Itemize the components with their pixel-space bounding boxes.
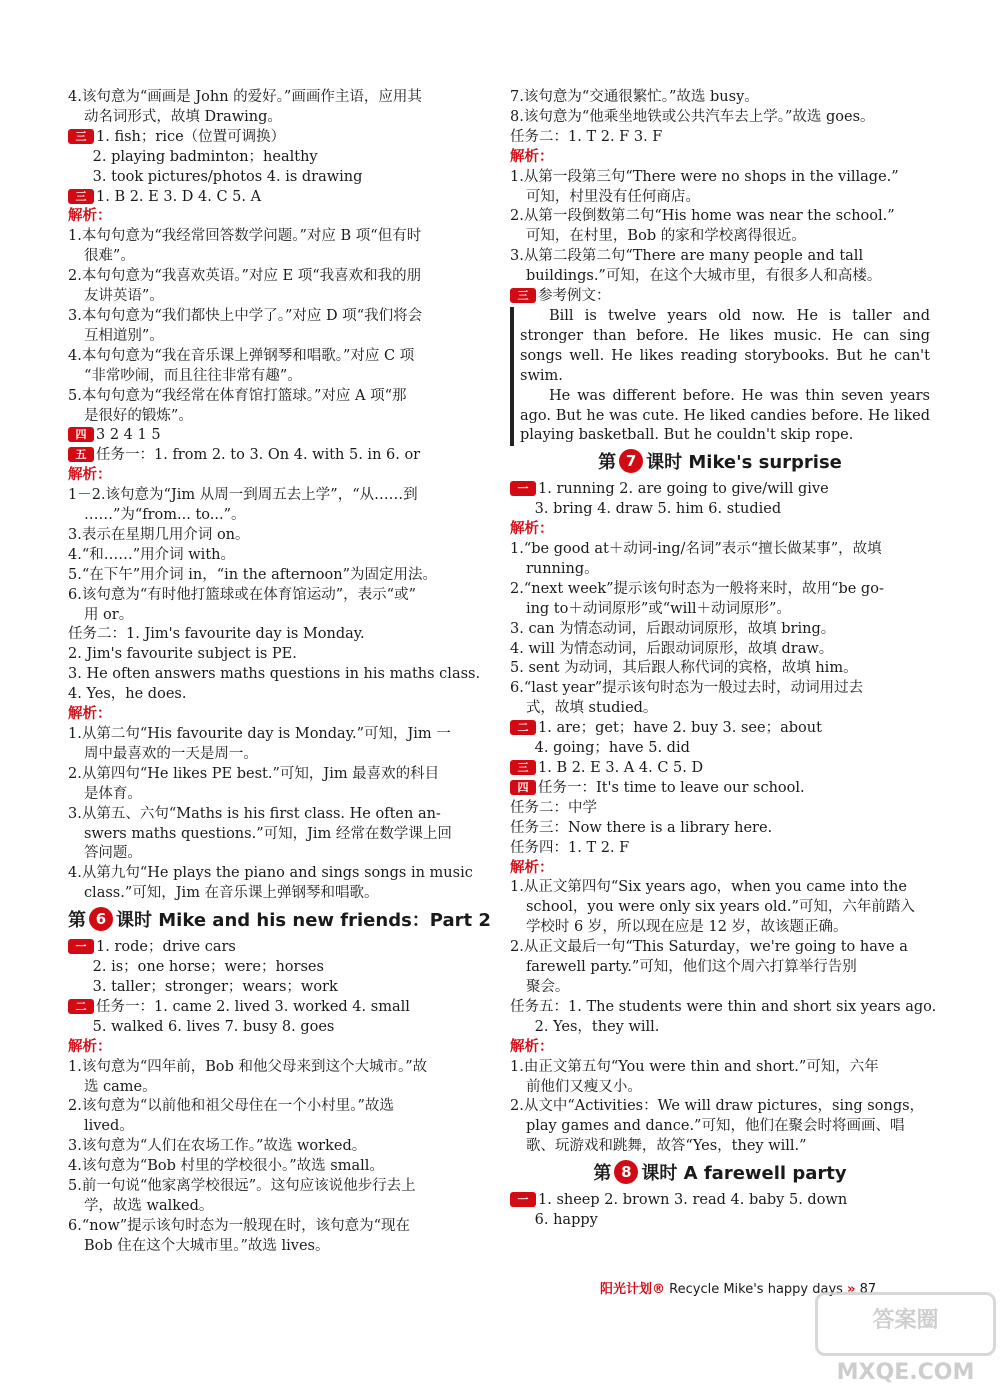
- right-section-top: [510, 88, 930, 307]
- line-text: 6.“now”提示该句时态为一般现在时，该句意为“现在: [68, 1217, 411, 1234]
- line-text: 1. B 2. E 3. A 4. C 5. D: [538, 760, 704, 776]
- line-text: 可知，在村里，Bob 的家和学校离得很近。: [525, 228, 806, 245]
- line-text: 聚会。: [525, 978, 570, 995]
- section-marker: 一: [510, 481, 536, 496]
- line-text: 1.从正文第四句“Six years ago，when you came into the: [510, 879, 907, 896]
- line-text: 学校时 6 岁，所以现在应是 12 岁，故该题正确。: [525, 919, 848, 936]
- answer-line: [68, 1117, 488, 1137]
- answer-line: [68, 1197, 488, 1217]
- answer-line: [68, 825, 488, 845]
- answer-line: [510, 839, 930, 859]
- answer-line: [68, 566, 488, 586]
- line-text: 解析：: [68, 706, 112, 723]
- line-text: 1－2.该句意为“Jim 从周一到周五去上学”，“从……到: [68, 487, 418, 504]
- line-text: 2. playing badminton；healthy: [92, 148, 318, 165]
- answer-line: [68, 785, 488, 805]
- line-text: 4.该句意为“画画是 John 的爱好。”画画作主语，应用其: [68, 89, 422, 105]
- answer-line: [510, 88, 930, 108]
- line-text: swers maths questions.”可知，Jim 经常在数学课上回: [83, 825, 452, 842]
- line-text: 参考例文：: [538, 288, 611, 305]
- answer-line: [510, 1078, 930, 1098]
- answer-line: [68, 367, 488, 387]
- answer-line: [510, 1211, 930, 1231]
- line-text: 5.前一句说“他家离学校很远”。这句应该说他步行去上: [68, 1178, 416, 1195]
- line-text: 解析：: [510, 859, 554, 876]
- answer-line: [68, 267, 488, 287]
- answer-line: [68, 606, 488, 626]
- analysis-label: [68, 705, 488, 725]
- answer-line: [68, 506, 488, 526]
- line-text: 学，故选 walked。: [83, 1197, 214, 1214]
- answer-line: [510, 540, 930, 560]
- answer-line: [68, 247, 488, 267]
- line-text: 1. running 2. are going to give/will give: [538, 481, 829, 498]
- line-text: 4.本句句意为“我在音乐课上弹钢琴和唱歌。”对应 C 项: [68, 347, 415, 364]
- answer-line: [510, 168, 930, 188]
- answer-line: [510, 1018, 930, 1038]
- line-text: 1.从第一段第三句“There were no shops in the village.”: [510, 168, 899, 185]
- line-text: 任务一：It's time to leave our school.: [538, 779, 805, 796]
- right-section-bottom: [510, 446, 937, 1231]
- line-text: 4. going；have 5. did: [534, 740, 690, 757]
- line-text: 3. bring 4. draw 5. him 6. studied: [534, 501, 782, 518]
- section-marker: 五: [68, 447, 94, 462]
- answer-line: [510, 247, 930, 267]
- analysis-label: [510, 520, 930, 540]
- analysis-label: [510, 1038, 930, 1058]
- answer-line: [510, 918, 930, 938]
- line-text: 任务四：1. T 2. F: [510, 839, 630, 856]
- line-text: 1.从第二句“His favourite day is Monday.”可知，Jim 一: [68, 726, 451, 742]
- analysis-label: [68, 207, 488, 227]
- answer-line: [68, 978, 488, 998]
- line-text: running。: [525, 560, 599, 577]
- right-column: [510, 88, 937, 1231]
- answer-line: [510, 958, 930, 978]
- section-marker: 一: [68, 939, 94, 954]
- answer-line: [68, 864, 488, 884]
- lesson-heading: [510, 446, 930, 480]
- answer-line: [68, 168, 488, 188]
- answer-line: [68, 1137, 488, 1157]
- line-text: 任务一：1. from 2. to 3. On 4. with 5. in 6. or: [96, 447, 421, 464]
- lesson-number-badge: 6: [89, 907, 113, 931]
- line-text: 任务二：1. Jim's favourite day is Monday.: [68, 626, 365, 643]
- answer-line: [510, 227, 930, 247]
- line-text: 可知，村里没有任何商店。: [525, 188, 700, 205]
- answer-line: [68, 1237, 488, 1257]
- line-text: 2.从文中“Activities：We will draw pictures，sing songs，: [510, 1098, 925, 1115]
- line-text: ing to＋动词原形”或“will＋动词原形”。: [525, 600, 791, 617]
- answer-line: [68, 1078, 488, 1098]
- line-text: 任务二：中学: [510, 799, 597, 816]
- lesson-heading: [68, 904, 491, 938]
- answer-line: [68, 108, 488, 128]
- answer-line: [68, 745, 488, 765]
- line-text: 3. He often answers maths questions in his maths class.: [68, 666, 481, 683]
- footer-arrow-icon: »: [847, 1282, 856, 1297]
- line-text: 4. Yes，he does.: [68, 686, 187, 703]
- answer-line: [68, 938, 488, 958]
- essay-paragraph: He was different before. He was thin seven years ago. But he was cute. He liked candies before. He liked playing basketball. But he couldn't skip rope.: [520, 387, 930, 444]
- answer-line: [68, 387, 488, 407]
- left-column: [68, 88, 491, 1257]
- lesson-heading: [510, 1157, 930, 1191]
- answer-line: [510, 287, 930, 307]
- answer-line: [68, 1157, 488, 1177]
- line-text: 任务一：1. came 2. lived 3. worked 4. small: [96, 998, 410, 1015]
- answer-line: [68, 486, 488, 506]
- line-text: 任务二：1. T 2. F 3. F: [510, 128, 663, 145]
- line-text: 是体育。: [83, 785, 142, 802]
- answer-line: [510, 640, 930, 660]
- answer-line: [510, 878, 930, 898]
- line-text: 3.本句句意为“我们都快上中学了。”对应 D 项“我们将会: [68, 307, 423, 324]
- line-text: 任务五：1. The students were thin and short six years ago.: [510, 998, 937, 1015]
- answer-line: [510, 1191, 930, 1211]
- lesson-prefix: 第: [598, 452, 617, 474]
- answer-line: [68, 586, 488, 606]
- line-text: 歌、玩游戏和跳舞，故答“Yes，they will.”: [525, 1138, 807, 1155]
- line-text: 6.该句意为“有时他打篮球或在体育馆运动”，表示“或”: [68, 586, 416, 603]
- answer-line: [68, 148, 488, 168]
- line-text: 4. will 为情态动词，后跟动词原形，故填 draw。: [510, 640, 834, 657]
- line-text: 解析：: [510, 148, 554, 165]
- lesson-title: 课时 Mike's surprise: [646, 452, 842, 474]
- answer-line: [510, 128, 930, 148]
- answer-line: [510, 620, 930, 640]
- lesson-title: 课时 A farewell party: [641, 1163, 847, 1185]
- line-text: 解析：: [510, 521, 554, 538]
- section-marker: 四: [68, 427, 94, 442]
- line-text: 是很好的锻炼”。: [83, 407, 193, 424]
- line-text: 2.“next week”提示该句时态为一般将来时，故用“be go-: [510, 580, 884, 597]
- answer-line: [510, 600, 930, 620]
- line-text: 4.“和……”用介词 with。: [68, 546, 235, 563]
- line-text: 1. sheep 2. brown 3. read 4. baby 5. down: [538, 1192, 848, 1209]
- line-text: 7.该句意为“交通很繁忙。”故选 busy。: [510, 89, 759, 105]
- section-marker: 二: [68, 999, 94, 1014]
- answer-line: [68, 805, 488, 825]
- section-marker: 一: [510, 1192, 536, 1207]
- answer-line: [510, 1137, 930, 1157]
- answer-line: [510, 719, 930, 739]
- line-text: 5. walked 6. lives 7. busy 8. goes: [92, 1018, 335, 1035]
- line-text: 解析：: [510, 1038, 554, 1055]
- line-text: 解析：: [68, 208, 112, 225]
- line-text: ……”为“from... to...”。: [83, 507, 246, 524]
- line-text: 1.该句意为“四年前，Bob 和他父母来到这个大城市。”故: [68, 1058, 428, 1075]
- line-text: 2.该句意为“以前他和祖父母住在一个小村里。”故选: [68, 1098, 394, 1115]
- answer-line: [68, 1058, 488, 1078]
- answer-line: [68, 1177, 488, 1197]
- answer-line: [68, 446, 488, 466]
- line-text: 2. Jim's favourite subject is PE.: [68, 646, 297, 663]
- line-text: 2.本句句意为“我喜欢英语。”对应 E 项“我喜欢和我的朋: [68, 268, 422, 285]
- lesson-number-badge: 8: [614, 1160, 638, 1184]
- answer-line: [68, 287, 488, 307]
- answer-line: [510, 898, 930, 918]
- line-text: 3.从第二段第二句“There are many people and tall: [510, 248, 864, 265]
- line-text: 选 came。: [83, 1078, 157, 1095]
- line-text: 解析：: [68, 1038, 112, 1055]
- line-text: 5.“在下午”用介词 in，“in the afternoon”为固定用法。: [68, 566, 437, 583]
- answer-line: [510, 207, 930, 227]
- line-text: 1.由正文第五句“You were thin and short.”可知，六年: [510, 1058, 879, 1075]
- footer-title: Mike's happy days: [723, 1282, 843, 1297]
- answer-line: [510, 1058, 930, 1078]
- reference-essay: [510, 307, 930, 446]
- answer-line: [68, 227, 488, 247]
- line-text: 2.从正文最后一句“This Saturday，we're going to have a: [510, 939, 908, 956]
- answer-line: [68, 188, 488, 208]
- answer-line: [510, 580, 930, 600]
- answer-line: [68, 546, 488, 566]
- line-text: 6.“last year”提示该句时态为一般过去时，动词用过去: [510, 680, 864, 697]
- line-text: lived。: [83, 1118, 134, 1135]
- line-text: 5. sent 为动词，其后跟人称代词的宾格，故填 him。: [510, 660, 858, 677]
- line-text: 2. Yes，they will.: [534, 1018, 660, 1035]
- line-text: 1. B 2. E 3. D 4. C 5. A: [96, 188, 262, 205]
- line-text: 用 or。: [83, 606, 134, 623]
- answer-line: [510, 759, 930, 779]
- answer-line: [68, 1217, 488, 1237]
- answer-line: [510, 267, 930, 287]
- line-text: 5.本句句意为“我经常在体育馆打篮球。”对应 A 项“那: [68, 387, 407, 404]
- line-text: Bob 住在这个大城市里。”故选 lives。: [83, 1237, 330, 1254]
- answer-line: [68, 645, 488, 665]
- lesson-prefix: 第: [593, 1163, 612, 1185]
- essay-paragraph: Bill is twelve years old now. He is taller and stronger than before. He likes music. He can sing songs well. He likes reading storybooks. But he can't swim.: [520, 307, 930, 384]
- answer-line: [68, 625, 488, 645]
- answer-line: [510, 500, 930, 520]
- answer-line: [510, 699, 930, 719]
- line-text: 3. took pictures/photos 4. is drawing: [92, 168, 363, 185]
- line-text: 1.“be good at＋动词-ing/名词”表示“擅长做某事”，故填: [510, 541, 882, 558]
- line-text: 3.该句意为“人们在农场工作。”故选 worked。: [68, 1138, 367, 1155]
- line-text: class.”可知，Jim 在音乐课上弹钢琴和唱歌。: [83, 885, 379, 902]
- answer-line: [510, 1117, 930, 1137]
- answer-line: [68, 307, 488, 327]
- line-text: “非常吵闹，而且往往非常有趣”。: [83, 367, 302, 384]
- line-text: 6. happy: [534, 1212, 598, 1229]
- line-text: 4.从第九句“He plays the piano and sings songs in music: [68, 865, 473, 882]
- lesson-number-badge: 7: [619, 449, 643, 473]
- answer-line: [68, 1018, 488, 1038]
- line-text: 2.从第四句“He likes PE best.”可知，Jim 最喜欢的科目: [68, 765, 440, 782]
- answer-line: [510, 108, 930, 128]
- line-text: 3 2 4 1 5: [96, 427, 161, 444]
- answer-line: [68, 88, 488, 108]
- answer-line: [510, 819, 930, 839]
- line-text: 3.从第五、六句“Maths is his first class. He often an-: [68, 805, 441, 822]
- line-text: farewell party.”可知，他们这个周六打算举行告别: [525, 959, 857, 976]
- answer-line: [68, 128, 488, 148]
- line-text: 答问题。: [83, 845, 142, 862]
- answer-line: [68, 665, 488, 685]
- line-text: 互相道别”。: [83, 327, 164, 344]
- section-marker: 三: [510, 288, 536, 303]
- answer-line: [510, 978, 930, 998]
- answer-line: [68, 844, 488, 864]
- section-marker: 三: [510, 760, 536, 775]
- line-text: school，you were only six years old.”可知，六年前踏入: [525, 899, 915, 916]
- section-marker: 二: [510, 720, 536, 735]
- analysis-label: [510, 859, 930, 879]
- answer-line: [510, 998, 937, 1018]
- analysis-label: [510, 148, 930, 168]
- line-text: 1.本句句意为“我经常回答数学问题。”对应 B 项“但有时: [68, 228, 422, 245]
- line-text: 友讲英语”。: [83, 288, 164, 305]
- answer-line: [68, 725, 488, 745]
- answer-line: [68, 347, 488, 367]
- line-text: 3. taller；stronger；wears；work: [92, 978, 338, 995]
- line-text: 1. are；get；have 2. buy 3. see；about: [538, 720, 822, 737]
- answer-line: [510, 799, 930, 819]
- page-number: 87: [859, 1282, 877, 1297]
- line-text: play games and dance.”可知，他们在聚会时将画画、唱: [525, 1118, 905, 1135]
- footer-series: Recycle: [669, 1282, 720, 1297]
- answer-line: [510, 779, 930, 799]
- line-text: 2.从第一段倒数第二句“His home was near the school.”: [510, 208, 895, 225]
- answer-line: [68, 526, 488, 546]
- line-text: 3. can 为情态动词，后跟动词原形，故填 bring。: [510, 620, 836, 637]
- answer-line: [68, 884, 488, 904]
- line-text: 动名词形式，故填 Drawing。: [83, 108, 282, 125]
- analysis-label: [68, 466, 488, 486]
- line-text: 任务三：Now there is a library here.: [510, 819, 773, 836]
- section-marker: 三: [68, 189, 94, 204]
- answer-line: [68, 685, 488, 705]
- watermark-logo: 答案圈 MXQE.COM: [815, 1292, 996, 1356]
- line-text: 式，故填 studied。: [525, 700, 658, 717]
- line-text: 周中最喜欢的一天是周一。: [83, 745, 258, 762]
- answer-line: [68, 765, 488, 785]
- analysis-label: [68, 1038, 488, 1058]
- section-marker: 四: [510, 780, 536, 795]
- answer-line: [510, 560, 930, 580]
- answer-line: [68, 407, 488, 427]
- answer-line: [510, 739, 930, 759]
- answer-line: [68, 426, 488, 446]
- line-text: 8.该句意为“他乘坐地铁或公共汽车去上学。”故选 goes。: [510, 108, 875, 125]
- line-text: 很难”。: [83, 248, 135, 265]
- line-text: 3.表示在星期几用介词 on。: [68, 526, 250, 543]
- line-text: 1. fish；rice（位置可调换）: [96, 128, 286, 145]
- answer-line: [68, 327, 488, 347]
- line-text: 2. is；one horse；were；horses: [92, 959, 324, 976]
- line-text: 4.该句意为“Bob 村里的学校很小。”故选 small。: [68, 1158, 384, 1175]
- section-marker: 三: [68, 129, 94, 144]
- answer-line: [510, 188, 930, 208]
- line-text: buildings.”可知，在这个大城市里，有很多人和高楼。: [525, 268, 882, 285]
- line-text: 1. rode；drive cars: [96, 939, 236, 956]
- answer-line: [510, 1097, 930, 1117]
- answer-line: [68, 958, 488, 978]
- line-text: 前他们又瘦又小。: [525, 1078, 642, 1095]
- answer-line: [510, 480, 930, 500]
- line-text: 解析：: [68, 467, 112, 484]
- answer-line: [510, 938, 930, 958]
- footer-brand: 阳光计划®: [600, 1282, 666, 1297]
- answer-line: [510, 679, 930, 699]
- answer-line: [68, 1097, 488, 1117]
- lesson-title: 课时 Mike and his new friends：Part 2: [116, 910, 491, 932]
- answer-line: [68, 998, 488, 1018]
- answer-line: [510, 659, 930, 679]
- lesson-prefix: 第: [68, 910, 86, 932]
